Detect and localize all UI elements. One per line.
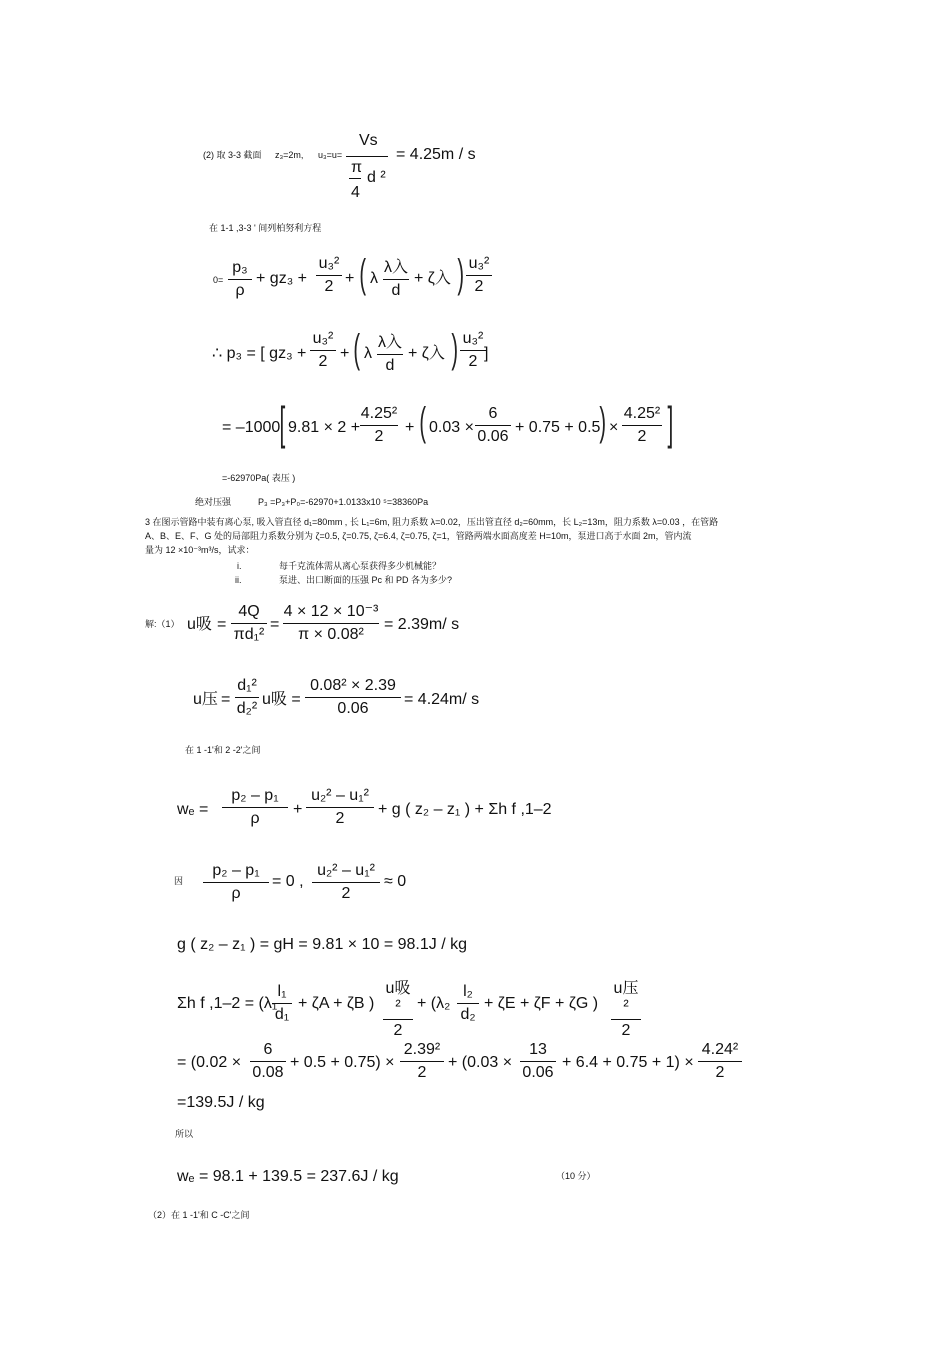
eq2-lin: λ入	[377, 334, 402, 351]
hf-u2n: u压²	[613, 980, 639, 1016]
problem3-line2: A、B、E、F、G 处的局部阻力系数分别为 ζ=0.5, ζ=0.75, ζ=6.4, ζ=0.75, ζ=1，管路两端水面高度差 H=10m，泵进口高于水面 2m，管内流	[145, 531, 692, 541]
sec2-fraction-bar	[346, 156, 388, 157]
u-out-result: = 4.24m/ s	[404, 691, 480, 708]
u-out-mid: u吸 =	[262, 691, 301, 708]
eq3-lbracket: [	[279, 397, 286, 449]
eq1-u3sq: u₃²	[318, 255, 340, 272]
u-out-num2: 0.08² × 2.39	[310, 677, 396, 694]
u-out-den1: d₂²	[236, 700, 258, 718]
eq3-d: + 0.75 + 0.5	[515, 419, 601, 436]
u-in-num2: 4 × 12 × 10⁻³	[283, 603, 379, 620]
eq3-c: 0.03 ×	[429, 419, 474, 436]
num-d: + 6.4 + 0.75 + 1) ×	[562, 1054, 694, 1071]
eq2-u3sq: u₃²	[312, 330, 334, 347]
sec2-result: = 4.25m / s	[396, 146, 476, 163]
eq3-num1: 4.25²	[360, 405, 398, 422]
eq1-u3-frac2	[466, 255, 492, 297]
we-num1: p₂ – p₁	[231, 787, 279, 804]
we-den2: 2	[335, 810, 345, 828]
sec2-d2: d ²	[367, 169, 386, 186]
eq3-frac1	[360, 405, 398, 447]
num-b: + 0.5 + 0.75) ×	[290, 1054, 395, 1071]
bc-result: ≈ 0	[384, 873, 407, 890]
we-rest: + g ( z₂ – z₁ ) + Σh f ,1–2	[378, 801, 552, 818]
eq3-frac3	[622, 405, 662, 447]
hf-u1n: u吸²	[385, 980, 411, 1016]
bc-mid: = 0 ,	[272, 873, 304, 890]
we-final: wₑ = 98.1 + 139.5 = 237.6J / kg	[177, 1168, 399, 1185]
u-in-eq: =	[217, 616, 227, 633]
hf-result: =139.5J / kg	[177, 1094, 265, 1111]
hf-lhs: Σh f ,1–2 = (λ₁	[177, 995, 278, 1012]
eq3-rparen: )	[599, 400, 606, 444]
eq1-lparen: (	[359, 252, 366, 296]
question-ii-num: ii.	[235, 575, 242, 585]
sec2-vs: Vs	[359, 132, 378, 149]
eq2-rbracket: ]	[484, 345, 489, 362]
eq2-lparen: (	[353, 327, 360, 371]
gz-line: g ( z₂ – z₁ ) = gH = 9.81 × 10 = 98.1J / kg	[177, 936, 467, 953]
eq1-lin: λ入	[383, 259, 408, 276]
bc-num2: u₂² – u₁²	[317, 862, 375, 879]
eq2-two-2: 2	[468, 353, 478, 371]
eq1-gz3: + gz₃ +	[256, 270, 307, 287]
eq3-den006: 0.06	[477, 428, 509, 446]
num-c: + (0.03 ×	[448, 1054, 513, 1071]
num-2b: 2	[715, 1064, 725, 1082]
u-in-frac1	[231, 603, 267, 645]
bc-frac1	[203, 862, 269, 904]
hf-mid2: + (λ₂	[417, 995, 451, 1012]
question-i: 每千克流体需从离心泵获得多少机械能？	[279, 561, 442, 571]
we-frac2	[306, 787, 374, 829]
sec2-u3: u₃=u=	[318, 150, 343, 160]
eq1-lhs: 0=	[213, 275, 224, 285]
hf-u1d: 2	[393, 1021, 403, 1039]
u-in-den1: πd₁²	[233, 626, 265, 644]
question-ii: 泵进、出口断面的压强 Pc 和 PD 各为多少?	[279, 575, 453, 585]
solution-label: 解:（1）	[145, 619, 180, 629]
num-008: 0.08	[252, 1064, 284, 1082]
u-out-eq: =	[221, 691, 231, 708]
eq3-num6: 6	[488, 405, 498, 422]
eq2-plus: +	[340, 345, 350, 362]
eq2-d: d	[385, 357, 395, 375]
eq1-p3: p₃	[232, 259, 248, 276]
u-out-den2: 0.06	[337, 700, 369, 718]
u-in-num1: 4Q	[238, 603, 260, 620]
p3-result: =-62970Pa( 表压 )	[222, 473, 296, 483]
between-1-2: 在 1 -1'和 2 -2'之间	[185, 745, 261, 755]
hf-d1: d₁	[274, 1006, 290, 1024]
u-in-lhs: u吸	[187, 616, 212, 633]
eq2-rparen: )	[451, 327, 458, 371]
sec2-four: 4	[351, 184, 360, 201]
problem3-line1: 3 在图示管路中装有离心泵, 吸入管直径 d₁=80mm , 长 L₁=6m, 阻力系数 λ=0.02，压出管直径 d₂=60mm，长 L₂=13m，阻力系数 λ=0.03 ，在管路	[145, 517, 719, 527]
eq3-lhs: = –1000	[222, 419, 281, 436]
hf-mid3: + ζE + ζF + ζG )	[484, 995, 599, 1012]
hf-u2-frac	[611, 980, 641, 1040]
bc-frac2	[312, 862, 380, 904]
num-2a: 2	[417, 1064, 427, 1082]
num-006: 0.06	[522, 1064, 554, 1082]
eq3-num425: 4.25²	[623, 405, 661, 422]
hf-l2-frac	[457, 983, 479, 1025]
eq1-two: 2	[324, 278, 334, 296]
num-424: 4.24²	[701, 1041, 739, 1058]
num-a: = (0.02 ×	[177, 1054, 242, 1071]
eq3-b: +	[405, 419, 415, 436]
eq1-u3sq-2: u₃²	[468, 255, 490, 272]
hf-l1-frac	[272, 983, 292, 1025]
u-out-lhs: u压	[193, 691, 218, 708]
eq1-lambda: λ	[370, 270, 378, 287]
score: （10 分）	[556, 1171, 596, 1181]
u-in-frac2	[283, 603, 379, 645]
eq1-rparen: )	[457, 252, 464, 296]
sec2-z3: z₃=2m,	[275, 150, 304, 160]
bc-num1: p₂ – p₁	[212, 862, 260, 879]
sec2-pi: π	[351, 159, 363, 176]
we-frac1	[222, 787, 288, 829]
eq2-lambda: λ	[364, 345, 372, 362]
eq2-u3-frac	[310, 330, 336, 372]
u-in-result: = 2.39m/ s	[384, 616, 460, 633]
eq1-d: d	[391, 282, 401, 300]
eq3-frac2	[475, 405, 511, 447]
bc-den1: ρ	[231, 885, 241, 903]
eq2-u3-frac2	[460, 330, 489, 372]
num-frac4	[698, 1041, 742, 1083]
eq3-rbracket: ]	[667, 397, 674, 449]
eq3-den2: 2	[637, 428, 647, 446]
eq1-u3-frac	[316, 255, 342, 297]
num-frac1	[250, 1041, 286, 1083]
part2-label: （2）在 1 -1'和 C -C'之间	[148, 1210, 250, 1220]
eq3-times: ×	[609, 419, 619, 436]
eq2-u3sq-2: u₃²	[462, 330, 484, 347]
sec2-prefix: (2) 取 3-3 截面	[203, 150, 262, 160]
eq1-p3-rho	[228, 259, 252, 301]
eq3-lparen: (	[419, 400, 426, 444]
abs-label: 绝对压强	[195, 497, 232, 507]
problem3-line3: 量为 12 ×10⁻³m³/s，试求：	[145, 545, 255, 555]
u-out-frac2	[305, 677, 401, 719]
hf-l2: l₂	[463, 983, 473, 1000]
bc-den2: 2	[341, 885, 351, 903]
eq2-zeta: + ζ入	[408, 345, 445, 362]
so-label: 所以	[175, 1129, 194, 1139]
eq1-rho: ρ	[235, 282, 245, 300]
eq1-two-2: 2	[474, 278, 484, 296]
hf-mid1: + ζA + ζB )	[298, 995, 375, 1012]
num-6: 6	[263, 1041, 273, 1058]
eq3-a: 9.81 × 2 +	[288, 419, 361, 436]
eq1-zeta: + ζ入	[414, 270, 451, 287]
hf-u2d: 2	[621, 1021, 631, 1039]
u-out-num1: d₁²	[237, 677, 257, 694]
abs-eq: P₃ =P₃+P₀=-62970+1.0133x10 ⁵=38360Pa	[258, 497, 429, 507]
we-lhs: wₑ =	[177, 801, 209, 818]
u-out-frac1	[235, 677, 259, 719]
num-13: 13	[529, 1041, 547, 1058]
num-frac2	[400, 1041, 444, 1083]
because-label: 因	[174, 876, 184, 886]
num-frac3	[520, 1041, 556, 1083]
we-num2: u₂² – u₁²	[311, 787, 369, 804]
bernoulli-intro: 在 1-1 ,3-3 ' 间列柏努利方程	[209, 223, 322, 233]
eq2-lambda-frac	[377, 334, 403, 376]
u-in-eq2: =	[270, 616, 280, 633]
hf-d2: d₂	[460, 1006, 476, 1024]
eq3-den1: 2	[374, 428, 384, 446]
num-239: 2.39²	[403, 1041, 441, 1058]
hf-u1-frac	[383, 980, 413, 1040]
eq2-lhs: ∴ p₃ = [ gz₃ +	[212, 345, 307, 362]
question-i-num: i.	[237, 561, 242, 571]
we-plus: +	[293, 801, 303, 818]
u-in-den2: π × 0.08²	[298, 626, 364, 644]
sec2-pi-bar	[349, 178, 361, 179]
we-den1: ρ	[250, 810, 260, 828]
eq1-plus: +	[345, 270, 355, 287]
eq2-two: 2	[318, 353, 328, 371]
eq1-lambda-frac	[383, 259, 409, 301]
hf-l1: l₁	[277, 983, 287, 1000]
